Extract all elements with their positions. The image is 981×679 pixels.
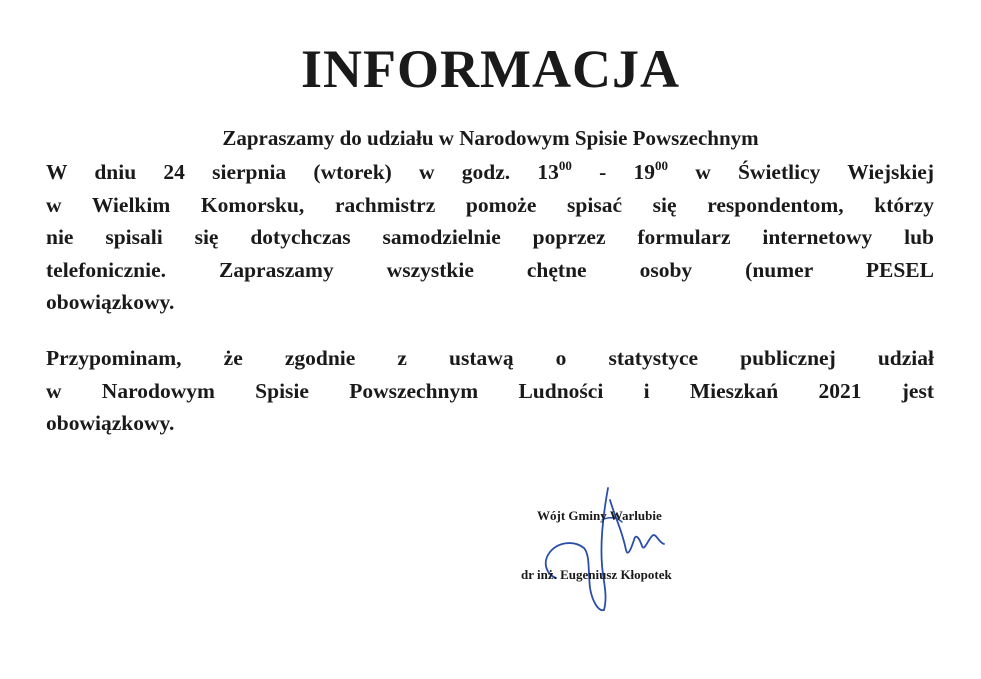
- line-text: - 19: [571, 160, 655, 184]
- paragraph-line: nie spisali się dotychczas samodzielnie poprzez formularz internetowy lub: [46, 225, 934, 249]
- paragraph-line: telefonicznie. Zapraszamy wszystkie chętne osoby (numer PESEL: [46, 257, 934, 282]
- paragraph-reminder: [46, 342, 934, 440]
- document-title: INFORMACJA: [301, 39, 680, 99]
- paragraph-line: Przypominam, że zgodnie z ustawą o statystyce publicznej udział: [46, 346, 934, 370]
- line-text: w Świetlicy Wiejskiej: [668, 160, 934, 184]
- time-superscript: 00: [558, 158, 572, 173]
- handwritten-signature: [530, 470, 690, 620]
- signatory-name: dr inż. Eugeniusz Kłopotek: [521, 567, 672, 582]
- paragraph-line: [46, 156, 934, 189]
- signatory-title: Wójt Gminy Warlubie: [537, 508, 662, 523]
- paragraph-line: w Narodowym Spisie Powszechnym Ludności i Mieszkań 2021 jest: [46, 378, 934, 403]
- document-subtitle: Zapraszamy do udziału w Narodowym Spisie Powszechnym: [222, 126, 759, 150]
- line-text: W dniu 24 sierpnia (wtorek) w godz. 13: [46, 160, 559, 184]
- time-superscript: 00: [655, 158, 668, 173]
- paragraph-line: obowiązkowy.: [46, 290, 175, 314]
- paragraph-invitation: [46, 156, 934, 319]
- paragraph-line: obowiązkowy.: [46, 411, 175, 435]
- paragraph-line: w Wielkim Komorsku, rachmistrz pomoże spisać się respondentom, którzy: [46, 192, 934, 217]
